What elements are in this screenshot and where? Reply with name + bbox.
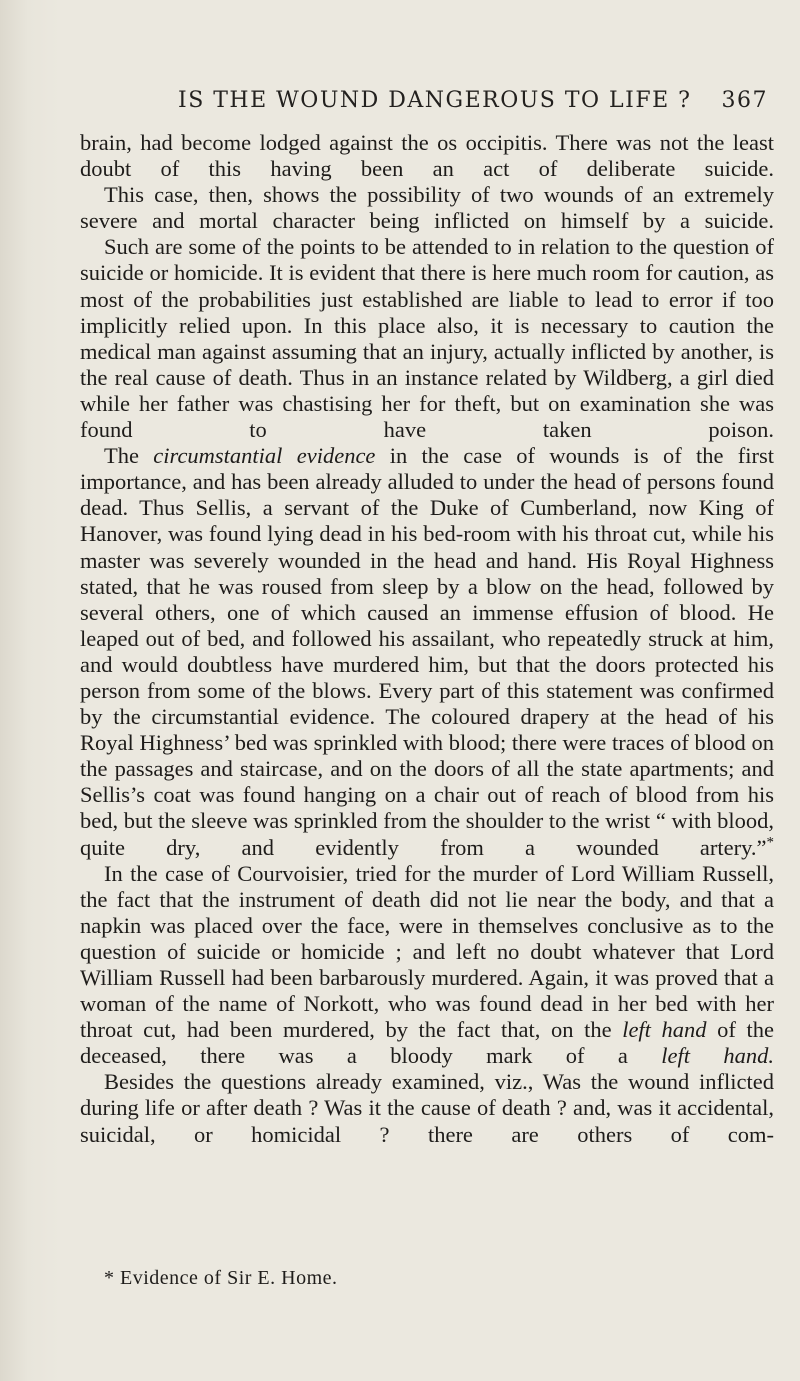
body-text	[80, 130, 774, 1148]
paragraph	[80, 182, 774, 234]
footnote-marker: *	[766, 834, 774, 851]
italic-text: circumstantial evidence	[153, 443, 376, 469]
text-run: in the case of wounds is of the first importance, and has been already alluded to under the head of persons found dead. Thus Sellis, a servant of the Duke of Cumberland, now King of Hanover, was found lying dead in his bed-room with his throat cut, while his master was severely wounded in the head and hand. His Royal Highness stated, that he was roused from sleep by a blow on the head, followed by several others, one of which caused an immense effusion of blood. He leaped out of bed, and followed his assailant, who repeatedly struck at him, and would doubtless have murdered him, but that the doors protected his person from some of the blows. Every part of this statement was confirmed by the circumstantial evidence. The coloured drapery at the head of his Royal Highness’ bed was sprinkled with blood; there were traces of blood on the passages and staircase, and on the doors of all the state apartments; and Sellis’s coat was found hanging on a chair out of reach of blood from his bed, but the sleeve was sprinkled from the shoulder to the wrist “ with blood, quite dry, and evidently from a wounded artery.”	[80, 443, 775, 860]
italic-text: left hand.	[661, 1043, 774, 1069]
footnote: * Evidence of Sir E. Home.	[104, 1267, 338, 1289]
text-run: Such are some of the points to be attended to in relation to the question of suicide or homicide. It is evident that there is here much room for caution, as most of the probabilities just established are liable to lead to error if too implicitly relied upon. In this place also, it is necessary to caution the medical man against assuming that an injury, actually inflicted by another, is the real cause of death. Thus in an instance related by Wildberg, a girl died while her father was chastising her for theft, but on examination she was found to have taken poison.	[80, 234, 774, 443]
paragraph	[80, 1069, 774, 1147]
text-run: The	[104, 443, 154, 469]
paragraph	[80, 130, 774, 182]
paragraph	[80, 861, 774, 1070]
italic-text: left hand	[622, 1017, 707, 1043]
text-run: Besides the questions already examined, viz., Was the wound inflicted during life or after death ? Was it the cause of death ? and, was it accidental, suicidal, or homicidal ? there are others of com-	[80, 1069, 774, 1147]
text-run: In the case of Courvoisier, tried for the murder of Lord William Russell, the fact that the instrument of death did not lie near the body, and that a napkin was placed over the face, were in themselves conclusive as to the question of suicide or homicide ; and left no doubt whatever that Lord William Russell had been barbarously murdered. Again, it was proved that a woman of the name of Norkott, who was found dead in her bed with her throat cut, had been murdered, by the fact that, on the	[80, 860, 774, 1043]
text-run: brain, had become lodged against the os occipitis. There was not the least doubt of this having been an act of deliberate suicide.	[80, 130, 774, 182]
paragraph	[80, 234, 774, 443]
page-number: 367	[721, 88, 768, 113]
paragraph	[80, 443, 774, 861]
running-head	[178, 88, 768, 122]
text-run: of the deceased, there was a bloody mark of a	[80, 1017, 775, 1069]
running-head-title: IS THE WOUND DANGEROUS TO LIFE ?	[178, 88, 692, 113]
text-run: This case, then, shows the possibility of two wounds of an extremely severe and mortal character being inflicted on himself by a suicide.	[80, 182, 774, 234]
